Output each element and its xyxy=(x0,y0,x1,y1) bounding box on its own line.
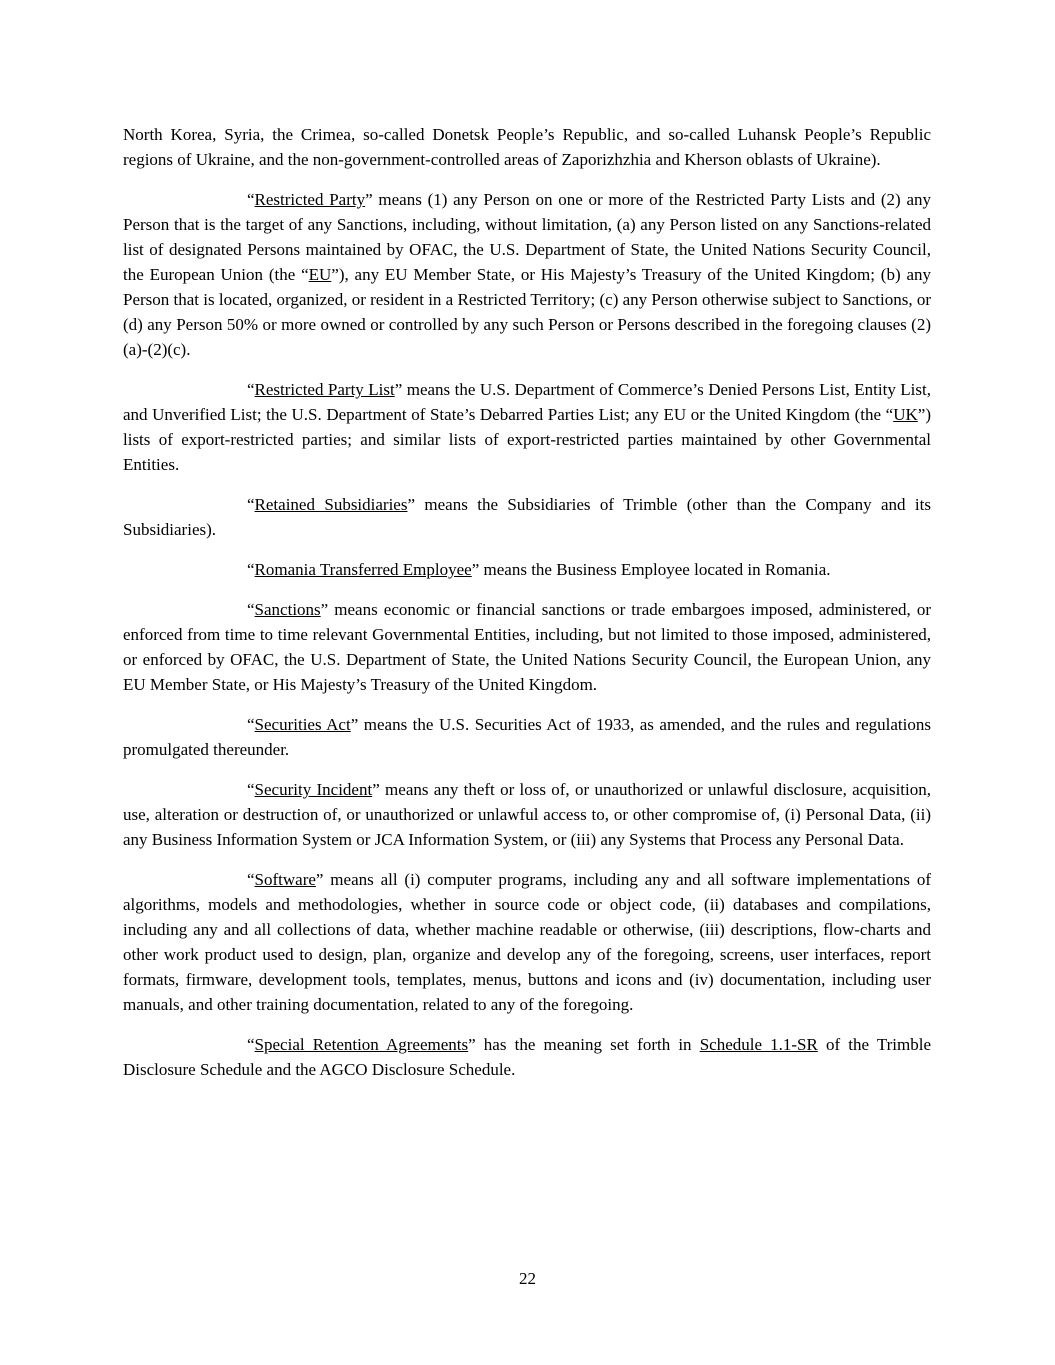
defined-term: Software xyxy=(254,870,316,889)
paragraph xyxy=(123,122,931,172)
paragraph xyxy=(123,597,931,697)
text-segment: “ xyxy=(247,380,255,399)
text-segment: “ xyxy=(247,780,255,799)
text-segment: ”), any EU Member State, or His Majesty’s Treasury of the United Kingdom; (b) any Person that is located, organized, or resident in a Restricted Territory; (c) any Person otherwise subject to Sanctions, or (d) any Person 50% or more owned or controlled by any such Person or Persons described in the foregoing clauses (2)(a)-(2)(c). xyxy=(123,265,931,359)
paragraph xyxy=(123,557,931,582)
paragraph xyxy=(123,777,931,852)
text-segment: “ xyxy=(247,190,255,209)
defined-term: Romania Transferred Employee xyxy=(254,560,472,579)
defined-term: Security Incident xyxy=(254,780,373,799)
text-segment: ” means economic or financial sanctions or trade embargoes imposed, administered, or enforced from time to time relevant Governmental Entities, including, but not limited to those imposed, administered, or enforced by OFAC, the U.S. Department of State, the United Nations Security Council, the European Union, any EU Member State, or His Majesty’s Treasury of the United Kingdom. xyxy=(123,600,931,694)
defined-term: Schedule 1.1-SR xyxy=(699,1035,818,1054)
paragraph xyxy=(123,492,931,542)
defined-term: Securities Act xyxy=(254,715,351,734)
defined-term: Retained Subsidiaries xyxy=(254,495,408,514)
text-segment: ” has the meaning set forth in xyxy=(468,1035,700,1054)
paragraph xyxy=(123,867,931,1017)
defined-term: UK xyxy=(893,405,918,424)
paragraph xyxy=(123,712,931,762)
defined-term: EU xyxy=(308,265,332,284)
text-segment: ” means the U.S. Securities Act of 1933, as amended, and the rules and regulations promulgated thereunder. xyxy=(123,715,931,759)
defined-term: Restricted Party xyxy=(254,190,366,209)
text-segment: ” means the U.S. Department of Commerce’s Denied Persons List, Entity List, and Unverified List; the U.S. Department of State’s Debarred Parties List; any EU or the United Kingdom (the “ xyxy=(123,380,931,424)
text-segment: North Korea, Syria, the Crimea, so-called Donetsk People’s Republic, and so-called Luhansk People’s Republic regions of Ukraine, and the non-government-controlled areas of Zaporizhzhia and Kherson oblasts of Ukraine). xyxy=(123,125,931,169)
defined-term: Sanctions xyxy=(254,600,321,619)
text-segment: “ xyxy=(247,715,255,734)
text-segment: “ xyxy=(247,870,255,889)
text-segment: ” means all (i) computer programs, including any and all software implementations of algorithms, models and methodologies, whether in source code or object code, (ii) databases and compilations, including any and all collections of data, whether machine readable or otherwise, (iii) descriptions, flow-charts and other work product used to design, plan, organize and develop any of the foregoing, screens, user interfaces, report formats, firmware, development tools, templates, menus, buttons and icons and (iv) documentation, including user manuals, and other training documentation, related to any of the foregoing. xyxy=(123,870,931,1014)
text-segment: ” means the Subsidiaries of Trimble (other than the Company and its Subsidiaries). xyxy=(123,495,931,539)
text-segment: ”) lists of export-restricted parties; and similar lists of export-restricted parties maintained by other Governmental Entities. xyxy=(123,405,931,474)
text-segment: “ xyxy=(247,1035,255,1054)
defined-term: Restricted Party List xyxy=(254,380,395,399)
text-segment: “ xyxy=(247,560,255,579)
text-segment: ” means any theft or loss of, or unauthorized or unlawful disclosure, acquisition, use, alteration or destruction of, or unauthorized or unlawful access to, or other compromise of, (i) Personal Data, (ii) any Business Information System or JCA Information System, or (iii) any Systems that Process any Personal Data. xyxy=(123,780,931,849)
text-segment: ” means the Business Employee located in Romania. xyxy=(471,560,831,579)
document-body xyxy=(123,122,931,1097)
text-segment: “ xyxy=(247,600,255,619)
paragraph xyxy=(123,1032,931,1082)
paragraph xyxy=(123,377,931,477)
text-segment: of the Trimble Disclosure Schedule and the AGCO Disclosure Schedule. xyxy=(123,1035,932,1079)
text-segment: ” means (1) any Person on one or more of the Restricted Party Lists and (2) any Person that is the target of any Sanctions, including, without limitation, (a) any Person listed on any Sanctions-related list of designated Persons maintained by OFAC, the U.S. Department of State, the United Nations Security Council, the European Union (the “ xyxy=(123,190,932,284)
paragraph xyxy=(123,187,931,362)
page-number: 22 xyxy=(519,1269,536,1288)
defined-term: Special Retention Agreements xyxy=(254,1035,469,1054)
text-segment: “ xyxy=(247,495,255,514)
